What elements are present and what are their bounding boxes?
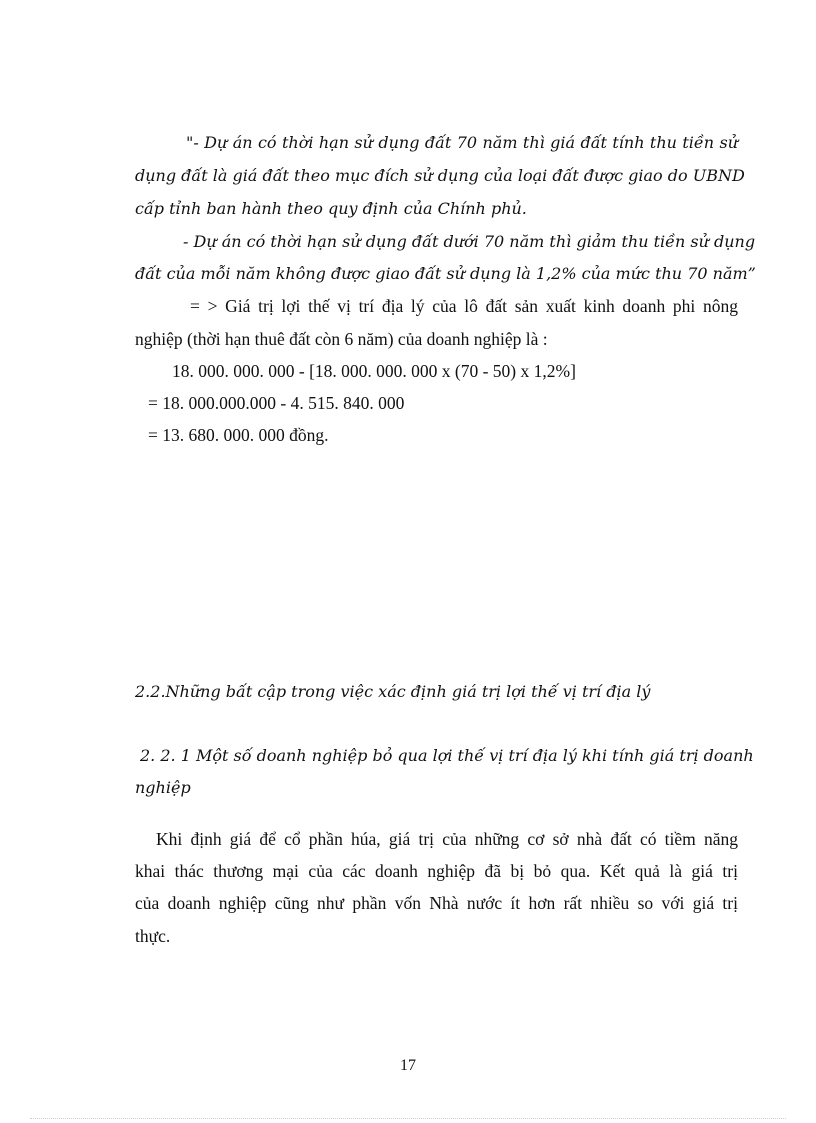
quote-line-1: "- Dự án có thời hạn sử dụng đất 70 năm thì giá đất tính thu tiền sử	[186, 133, 738, 152]
page-bottom-divider	[30, 1118, 786, 1119]
calculation-line-2: = 18. 000.000.000 - 4. 515. 840. 000	[148, 393, 405, 413]
page-number: 17	[400, 1057, 416, 1074]
result-line-1: = > Giá trị lợi thế vị trí địa lý của lô đất sản xuất kinh doanh phi nông	[190, 296, 738, 316]
calculation-line-3: = 13. 680. 000. 000 đồng.	[148, 425, 329, 445]
body-line-3: của doanh nghiệp cũng như phần vốn Nhà nước ít hơn rất nhiều so với giá trị	[135, 893, 738, 913]
subsection-heading-line-1: 2. 2. 1 Một số doanh nghiệp bỏ qua lợi thế vị trí địa lý khi tính giá trị doanh	[140, 746, 754, 765]
body-line-1: Khi định giá để cổ phần húa, giá trị của những cơ sở nhà đất có tiềm năng	[156, 829, 738, 849]
quote-line-5: đất của mỗi năm không được giao đất sử dụng là 1,2% của mức thu 70 năm”	[135, 264, 756, 283]
result-line-2: nghiệp (thời hạn thuê đất còn 6 năm) của doanh nghiệp là :	[135, 329, 548, 349]
quote-line-2: dụng đất là giá đất theo mục đích sử dụng của loại đất được giao do UBND	[135, 166, 745, 185]
body-line-4: thực.	[135, 926, 171, 946]
subsection-heading-line-2: nghiệp	[135, 778, 191, 797]
section-heading: 2.2.Những bất cập trong việc xác định giá trị lợi thế vị trí địa lý	[135, 682, 651, 701]
calculation-line-1: 18. 000. 000. 000 - [18. 000. 000. 000 x (70 - 50) x 1,2%]	[172, 361, 576, 381]
quote-line-4: - Dự án có thời hạn sử dụng đất dưới 70 năm thì giảm thu tiền sử dụng	[183, 232, 756, 251]
body-line-2: khai thác thương mại của các doanh nghiệp đã bị bỏ qua. Kết quả là giá trị	[135, 861, 738, 881]
quote-line-3: cấp tỉnh ban hành theo quy định của Chính phủ.	[135, 199, 527, 218]
